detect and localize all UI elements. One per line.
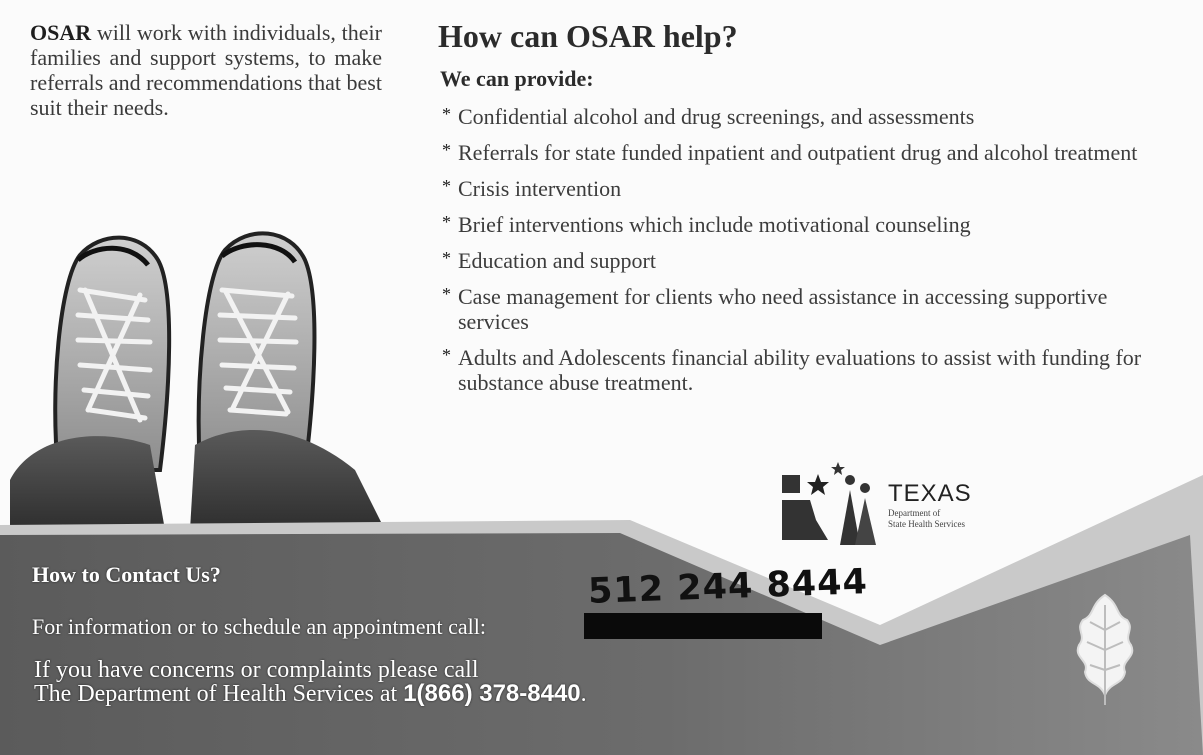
help-subtitle: We can provide:	[440, 66, 594, 91]
list-item	[442, 345, 1162, 395]
help-title: How can OSAR help?	[438, 18, 738, 54]
list-item	[442, 248, 1162, 273]
bullet-star-icon: *	[442, 140, 451, 160]
contact-heading: How to Contact Us?	[32, 562, 221, 587]
handwritten-phone: 512 244 8444	[587, 562, 869, 612]
contact-info-line: For information or to schedule an appointment call:	[32, 614, 486, 639]
complaint-line1: If you have concerns or complaints please call	[34, 657, 479, 683]
bullet-star-icon: *	[442, 104, 451, 124]
bullet-star-icon: *	[442, 212, 451, 232]
list-item-text: Confidential alcohol and drug screenings, and assessments	[458, 104, 975, 129]
services-list	[442, 104, 1162, 406]
complaint-text	[34, 658, 587, 706]
complaint-line2	[34, 682, 587, 706]
list-item	[442, 176, 1162, 201]
list-item	[442, 104, 1162, 129]
bullet-star-icon: *	[442, 284, 451, 304]
list-item-text: Brief interventions which include motivational counseling	[458, 212, 971, 237]
list-item-text: Crisis intervention	[458, 176, 622, 201]
logo-name: TEXAS	[888, 480, 972, 507]
list-item-text: Education and support	[458, 248, 656, 273]
list-item	[442, 212, 1162, 237]
redaction-bar	[584, 613, 822, 639]
list-item	[442, 284, 1162, 334]
oak-leaf-icon	[1065, 590, 1145, 710]
complaint-end: .	[580, 681, 587, 707]
logo-dept-line1: Department of	[888, 508, 941, 518]
intro-paragraph	[30, 20, 382, 120]
complaint-phone: 1(866) 378-8440	[403, 680, 581, 707]
bullet-star-icon: *	[442, 345, 451, 365]
complaint-line2-text: The Department of Health Services at	[34, 681, 404, 707]
list-item	[442, 140, 1162, 165]
list-item-text: Referrals for state funded inpatient and outpatient drug and alcohol treatment	[458, 140, 1138, 165]
logo-dept-line2: State Health Services	[888, 519, 965, 529]
bullet-star-icon: *	[442, 176, 451, 196]
logo-text	[888, 480, 972, 530]
list-item-text: Adults and Adolescents financial ability evaluations to assist with funding for substance abuse treatment.	[458, 345, 1142, 395]
intro-org: OSAR	[30, 20, 92, 45]
intro-text: will work with individuals, their families and support systems, to make referrals and recommendations that best suit their needs.	[30, 20, 382, 120]
bullet-star-icon: *	[442, 248, 451, 268]
list-item-text: Case management for clients who need assistance in accessing supportive services	[458, 284, 1108, 334]
